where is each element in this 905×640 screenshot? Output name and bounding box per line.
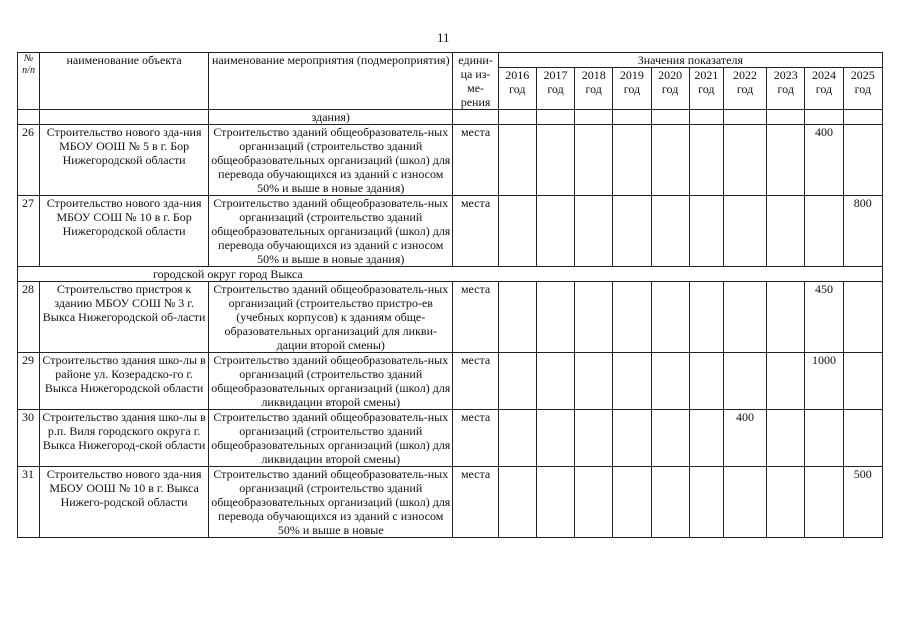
row-value <box>723 125 766 196</box>
row-value: 1000 <box>805 353 843 410</box>
row-value <box>651 410 689 467</box>
row-value <box>613 196 651 267</box>
header-values: Значения показателя <box>498 53 882 68</box>
row-value <box>767 467 805 538</box>
row-value <box>575 282 613 353</box>
row-value <box>536 353 574 410</box>
row-value <box>843 410 882 467</box>
row-measure: Строительство зданий общеобразователь-ных организаций (строительство зданий общеобразовательных организаций (школ) для перевода обучающихся из зданий с износом 50% и выше в новые здания) <box>209 196 453 267</box>
row-object: Строительство нового зда-ния МБОУ ООШ № 10 в г. Выкса Нижего-родской области <box>40 467 209 538</box>
header-object: наименование объекта <box>40 53 209 110</box>
row-value: 450 <box>805 282 843 353</box>
page-number: 11 <box>437 30 450 45</box>
row-value <box>498 282 536 353</box>
row-value <box>723 353 766 410</box>
row-value <box>843 282 882 353</box>
row-value <box>575 353 613 410</box>
header-row-1 <box>18 53 883 68</box>
row-value <box>498 467 536 538</box>
row-value <box>498 125 536 196</box>
row-measure: Строительство зданий общеобразователь-ных организаций (строительство зданий общеобразовательных организаций (школ) для перевода обучающихся из зданий с износом 50% и выше в новые здания) <box>209 125 453 196</box>
row-value <box>498 353 536 410</box>
row-num: 27 <box>18 196 40 267</box>
row-value <box>767 125 805 196</box>
row-num: 31 <box>18 467 40 538</box>
table-row <box>18 196 883 267</box>
row-value <box>805 410 843 467</box>
section-title: городской округ город Выкса <box>18 267 883 282</box>
row-value <box>613 410 651 467</box>
row-value <box>536 282 574 353</box>
row-unit: места <box>453 353 498 410</box>
row-unit: места <box>453 467 498 538</box>
row-value <box>767 410 805 467</box>
header-year: 2022 год <box>723 68 766 110</box>
row-value <box>536 125 574 196</box>
header-year: 2016 год <box>498 68 536 110</box>
row-value <box>689 467 723 538</box>
header-year: 2023 год <box>767 68 805 110</box>
row-value <box>536 467 574 538</box>
header-year: 2020 год <box>651 68 689 110</box>
table-row <box>18 410 883 467</box>
row-value <box>651 125 689 196</box>
row-value <box>498 196 536 267</box>
row-value <box>651 353 689 410</box>
row-value <box>575 125 613 196</box>
header-year: 2017 год <box>536 68 574 110</box>
header-measure: наименование мероприятия (подмероприятия) <box>209 53 453 110</box>
row-value <box>723 467 766 538</box>
row-value <box>613 125 651 196</box>
header-year: 2018 год <box>575 68 613 110</box>
row-value <box>536 410 574 467</box>
table-row <box>18 282 883 353</box>
row-value <box>689 353 723 410</box>
row-value <box>767 196 805 267</box>
row-object: Строительство здания шко-лы в р.п. Виля городского округа г. Выкса Нижегород-ской области <box>40 410 209 467</box>
row-object: Строительство здания шко-лы в районе ул. Козерадско-го г. Выкса Нижегородской области <box>40 353 209 410</box>
row-value <box>575 196 613 267</box>
row-value <box>536 196 574 267</box>
indicators-table <box>17 52 883 538</box>
row-value <box>689 282 723 353</box>
row-value <box>843 353 882 410</box>
header-year: 2025 год <box>843 68 882 110</box>
row-object: Строительство нового зда-ния МБОУ ООШ № 5 в г. Бор Нижегородской области <box>40 125 209 196</box>
continuation-row <box>18 110 883 125</box>
row-value <box>689 196 723 267</box>
row-object: Строительство пристроя к зданию МБОУ СОШ № 3 г. Выкса Нижегородской об-ласти <box>40 282 209 353</box>
header-unit: едини-ца из-ме-рения <box>453 53 498 110</box>
row-value <box>575 467 613 538</box>
header-year: 2021 год <box>689 68 723 110</box>
row-value <box>651 467 689 538</box>
row-value <box>689 125 723 196</box>
row-value <box>651 196 689 267</box>
row-measure: Строительство зданий общеобразователь-ных организаций (строительство зданий общеобразовательных организаций (школ) для перевода обучающихся из зданий с износом 50% и выше в новые <box>209 467 453 538</box>
row-value <box>805 196 843 267</box>
row-value <box>613 282 651 353</box>
row-object: Строительство нового зда-ния МБОУ СОШ № 10 в г. Бор Нижегородской области <box>40 196 209 267</box>
row-value <box>767 353 805 410</box>
row-value <box>498 410 536 467</box>
row-num: 30 <box>18 410 40 467</box>
row-value <box>723 282 766 353</box>
row-value: 500 <box>843 467 882 538</box>
row-unit: места <box>453 410 498 467</box>
row-value <box>689 410 723 467</box>
row-value <box>651 282 689 353</box>
row-unit: места <box>453 196 498 267</box>
section-row <box>18 267 883 282</box>
row-num: 28 <box>18 282 40 353</box>
row-value <box>723 196 766 267</box>
row-value: 800 <box>843 196 882 267</box>
row-num: 26 <box>18 125 40 196</box>
table-row <box>18 467 883 538</box>
header-year: 2019 год <box>613 68 651 110</box>
row-value <box>767 282 805 353</box>
row-value: 400 <box>723 410 766 467</box>
continuation-text: здания) <box>209 110 453 125</box>
row-measure: Строительство зданий общеобразователь-ных организаций (строительство зданий общеобразовательных организаций (школ) для ликвидации второй смены) <box>209 353 453 410</box>
header-year: 2024 год <box>805 68 843 110</box>
row-value <box>575 410 613 467</box>
header-num: № п/п <box>18 53 40 110</box>
row-unit: места <box>453 282 498 353</box>
row-unit: места <box>453 125 498 196</box>
row-value <box>843 125 882 196</box>
table-row <box>18 125 883 196</box>
row-measure: Строительство зданий общеобразователь-ных организаций (строительство пристро-ев (учебных корпусов) к зданиям обще-образовательных организаций для ликви-дации второй смены) <box>209 282 453 353</box>
row-value <box>805 467 843 538</box>
row-value <box>613 467 651 538</box>
row-measure: Строительство зданий общеобразователь-ных организаций (строительство зданий общеобразовательных организаций (школ) для ликвидации второй смены) <box>209 410 453 467</box>
row-value: 400 <box>805 125 843 196</box>
table-row <box>18 353 883 410</box>
row-num: 29 <box>18 353 40 410</box>
row-value <box>613 353 651 410</box>
